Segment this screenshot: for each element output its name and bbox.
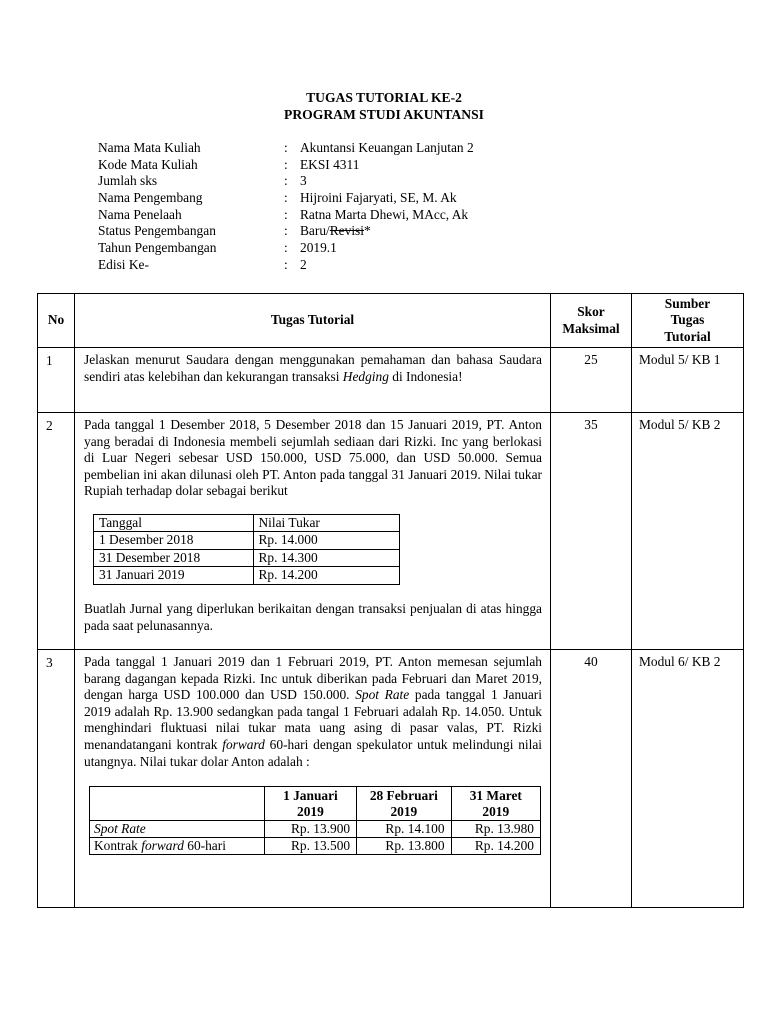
rate-table-header [94,514,400,532]
header-line: 2019 [297,804,324,820]
task-paragraph: Buatlah Jurnal yang diperlukan berikaitan dengan transaksi penjualan di atas hingga pada saat pelunasannya. [84,600,542,633]
meta-label: Edisi Ke- [98,256,149,272]
exchange-rate-table [93,514,400,585]
label-part: Kontrak [94,838,142,854]
header-no: No [38,294,75,348]
meta-value [300,223,371,240]
meta-row-reviewer [98,207,474,224]
status-asterisk: * [363,223,371,239]
course-info [98,140,474,274]
max-score: 25 [551,348,632,413]
rate-value: Rp. 13.500 [264,838,356,855]
header-source-line2: Tugas [670,312,705,328]
meta-label: Nama Pengembang [98,190,203,206]
rate-header-value: Nilai Tukar [253,514,400,532]
meta-colon: : [284,190,288,206]
meta-value: 3 [300,173,307,189]
meta-label: Nama Mata Kuliah [98,140,201,155]
meta-row-edition [98,257,474,274]
meta-row-credits [98,173,474,190]
rate-row-label: Spot Rate [90,821,265,838]
header-line: 2019 [482,804,510,820]
meta-row-year [98,240,474,257]
meta-row-status [98,223,474,240]
header-max-score-line1: Skor [577,304,605,319]
task-text-part: Jelaskan menurut Saudara dengan menggunakan pemahaman dan bahasa Saudara sendiri atas kelebihan dan kekurangan transaksi [84,352,542,384]
table-row [38,650,744,908]
meta-label: Kode Mata Kuliah [98,156,198,172]
meta-value: EKSI 4311 [300,156,360,172]
rate-date: 1 Desember 2018 [94,532,254,550]
status-revision-struck: Revisi [329,223,364,239]
task-source: Modul 6/ KB 2 [632,650,744,908]
task-text-italic: Spot Rate [355,687,410,703]
meta-value: Hijroini Fajaryati, SE, M. Ak [300,190,457,206]
task-text-part: Pada tanggal 1 Januari 2019 dan 1 Februari 2019, PT. Anton memesan sejumlah barang dagangan kepada Rizki. Inc untuk diberikan pada Februari dan Maret 2019, dengan harga USD 100.000 dan USD 150.000. [84,654,542,703]
task-text [75,650,551,908]
header-source-line1: Sumber [664,295,711,311]
rate-value: Rp. 14.300 [253,549,400,567]
task-text [75,348,551,413]
meta-value: Akuntansi Keuangan Lanjutan 2 [300,140,474,155]
max-score: 40 [551,650,632,908]
meta-row-course-code [98,157,474,174]
rate-value: Rp. 14.200 [451,838,540,855]
meta-colon: : [284,240,288,256]
rate-header-empty [90,787,265,821]
task-text-part: 60-hari dengan spekulator untuk melindungi nilai utangnya. Nilai tukar dolar Anton adalah : [84,736,542,769]
rate-header-date [357,787,451,821]
rate-table-row [94,567,400,585]
task-paragraph [84,654,542,770]
tutorial-task-table [37,293,744,908]
document-subtitle: PROGRAM STUDI AKUNTANSI [284,107,484,122]
row-number: 3 [38,650,75,908]
rate-date: 31 Januari 2019 [94,567,254,585]
header-task: Tugas Tutorial [75,294,551,348]
task-text [75,413,551,650]
label-italic: forward [141,838,184,854]
rate-table-row [90,838,541,855]
task-text-part: pada tanggal 1 Januari 2019 adalah Rp. 13.900 sedangkan pada tangal 1 Februari adalah Rp. 14.050. Untuk menghindari fluktuasi nilai tukar mata uang asing di pasar valas, PT. Rizki menandatangani kontrak [84,687,542,752]
max-score: 35 [551,413,632,650]
meta-colon: : [284,223,288,239]
header-source-line3: Tutorial [664,328,711,344]
rate-value: Rp. 13.800 [357,838,451,855]
rate-date: 31 Desember 2018 [94,549,254,567]
meta-colon: : [284,140,288,155]
status-new: Baru/ [300,223,330,239]
meta-value: Ratna Marta Dhewi, MAcc, Ak [300,206,469,222]
header-line: 2019 [390,804,418,820]
header-line: 31 Maret [469,788,522,804]
meta-row-developer [98,190,474,207]
label-part: 60-hari [183,838,226,854]
header-max-score [551,294,632,348]
row-number: 2 [38,413,75,650]
meta-label: Jumlah sks [98,173,158,189]
rate-header-date: Tanggal [94,514,254,532]
task-paragraph: Pada tanggal 1 Desember 2018, 5 Desember 2018 dan 15 Januari 2019, PT. Anton yang beradai di Indonesia membeli sejumlah sediaan dari Rizki. Inc yang berlokasi di Luar Negeri sebesar USD 150.000, USD 75.000, dan USD 50.000. Semua pembelian ini akan dilunasi oleh PT. Anton pada tanggal 31 Januari 2019. Nilai tukar Rupiah terhadap dolar sebagai berikut [84,417,542,499]
rate-table-header [90,787,541,821]
meta-row-course-name [98,140,474,157]
header-max-score-line2: Maksimal [562,320,620,336]
task-text-part: di Indonesia! [388,368,463,384]
document-title: TUGAS TUTORIAL KE-2 [306,90,462,105]
rate-value: Rp. 14.100 [357,821,451,838]
rate-value: Rp. 13.980 [451,821,540,838]
meta-colon: : [284,256,288,272]
table-row [38,348,744,413]
meta-value: 2 [300,256,307,272]
rate-row-label [90,838,265,855]
meta-colon: : [284,156,288,172]
task-text-italic: forward [222,736,265,752]
task-source: Modul 5/ KB 2 [632,413,744,650]
rate-value: Rp. 14.200 [253,567,400,585]
table-header-row [38,294,744,348]
meta-value: 2019.1 [300,240,337,256]
spot-forward-rate-table [89,786,541,855]
header-line: 1 Januari [283,788,338,804]
rate-value: Rp. 14.000 [253,532,400,550]
header-source [632,294,744,348]
meta-colon: : [284,206,288,222]
table-row [38,413,744,650]
meta-colon: : [284,173,288,189]
rate-table-row [94,532,400,550]
rate-header-date [451,787,540,821]
rate-table-row [90,821,541,838]
task-text-italic: Hedging [342,368,389,384]
header-line: 28 Februari [369,788,438,804]
meta-label: Tahun Pengembangan [98,240,217,256]
task-source: Modul 5/ KB 1 [632,348,744,413]
rate-table-row [94,549,400,567]
rate-header-date [264,787,356,821]
meta-label: Nama Penelaah [98,206,182,222]
rate-value: Rp. 13.900 [264,821,356,838]
meta-label: Status Pengembangan [98,223,216,239]
row-number: 1 [38,348,75,413]
